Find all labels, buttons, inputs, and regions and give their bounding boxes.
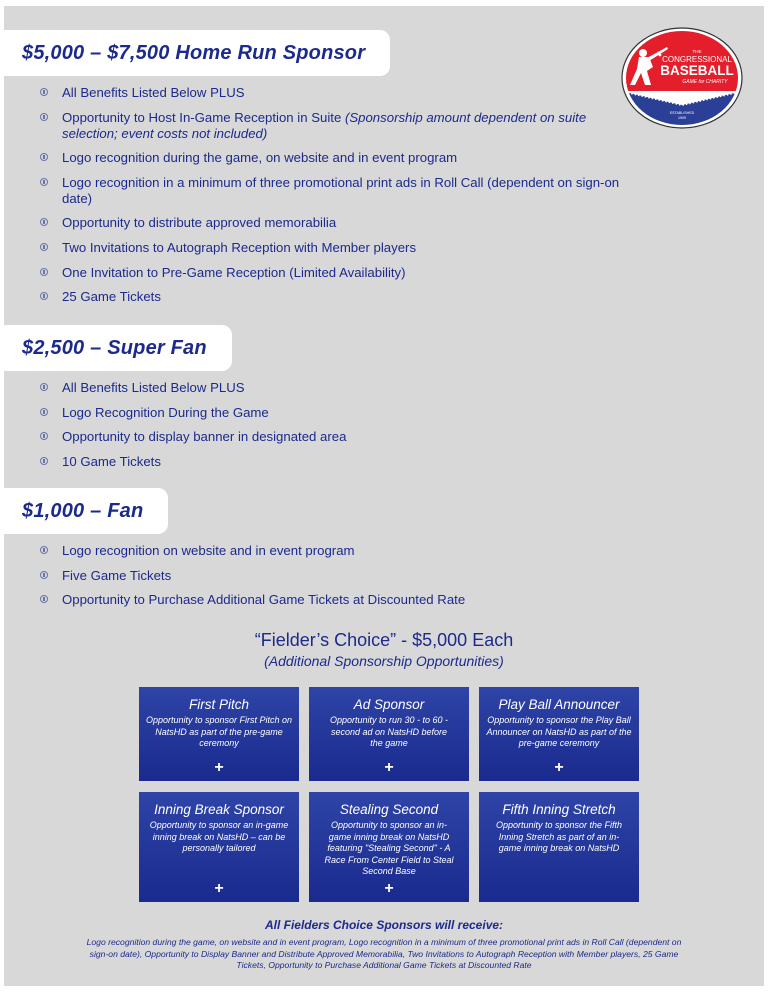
tier-header-fan (4, 488, 168, 534)
baseball-bullet-icon (40, 268, 48, 276)
benefit-item: One Invitation to Pre-Game Reception (Limited Availability) (40, 265, 630, 281)
card-title: Stealing Second (339, 802, 439, 817)
baseball-bullet-icon (40, 571, 48, 579)
sponsor-card-ad-sponsor[interactable] (309, 687, 469, 781)
card-description: Opportunity to sponsor an in-game inning break on NatsHD – can be personally tailored (149, 820, 289, 853)
logo-text-year: 1909 (678, 116, 686, 120)
tier-title: $5,000 – $7,500 Home Run Sponsor (22, 41, 366, 64)
baseball-bullet-icon (40, 546, 48, 554)
baseball-bullet-icon (40, 153, 48, 161)
benefit-item: All Benefits Listed Below PLUS (40, 380, 630, 396)
plus-icon[interactable]: + (554, 759, 564, 776)
sponsor-card-play-ball-announcer[interactable] (479, 687, 639, 781)
sponsor-card-first-pitch[interactable] (139, 687, 299, 781)
fielders-choice-subtitle: (Additional Sponsorship Opportunities) (264, 653, 504, 669)
fielders-choice-title: “Fielder’s Choice” - $5,000 Each (254, 630, 514, 650)
baseball-bullet-icon (40, 595, 48, 603)
benefit-item: Opportunity to distribute approved memorabilia (40, 215, 630, 231)
tier-benefits-fan (40, 543, 630, 617)
baseball-bullet-icon (40, 408, 48, 416)
card-description: Opportunity to sponsor an in-game inning break on NatsHD featuring "Stealing Second" - A Race From Center Field to Steal Second Base (324, 820, 454, 876)
benefit-item: 25 Game Tickets (40, 289, 630, 305)
card-title: First Pitch (188, 697, 249, 712)
logo-text-baseball: BASEBALL (660, 63, 734, 78)
benefit-item: Five Game Tickets (40, 568, 630, 584)
card-description: Opportunity to sponsor First Pitch on NatsHD as part of the pre-game ceremony (145, 715, 293, 748)
card-title: Fifth Inning Stretch (502, 802, 616, 817)
congressional-baseball-logo (621, 27, 743, 129)
benefit-item: Two Invitations to Autograph Reception with Member players (40, 240, 630, 256)
baseball-bullet-icon (40, 178, 48, 186)
tier-benefits-home-run (40, 85, 630, 314)
logo-text-congressional: CONGRESSIONAL (662, 55, 732, 64)
benefit-item: All Benefits Listed Below PLUS (40, 85, 630, 101)
tier-header-super-fan (4, 325, 232, 371)
card-title: Ad Sponsor (353, 697, 425, 712)
plus-icon[interactable]: + (384, 759, 394, 776)
baseball-bullet-icon (40, 457, 48, 465)
plus-icon[interactable]: + (214, 880, 224, 897)
fielders-choice-note-title: All Fielders Choice Sponsors will receive: (264, 918, 504, 932)
tier-title: $2,500 – Super Fan (22, 336, 207, 359)
baseball-bullet-icon (40, 243, 48, 251)
tier-header-home-run (4, 30, 390, 76)
card-description: Opportunity to sponsor the Fifth Inning Stretch as part of an in-game inning break on NatsHD (495, 820, 623, 853)
logo-text-established: ESTABLISHED (669, 111, 695, 115)
card-description: Opportunity to run 30 - to 60 - second ad on NatsHD before the game (329, 715, 449, 748)
logo-text-the: THE (692, 49, 702, 54)
baseball-bullet-icon (40, 383, 48, 391)
benefit-item: Opportunity to display banner in designated area (40, 429, 630, 445)
card-title: Inning Break Sponsor (154, 802, 284, 817)
fielders-choice-note-body: Logo recognition during the game, on website and in event program, Logo recognition in a minimum of three promotional print ads in Roll Call (dependent on sign-on date), Opportunity to Display Banner and Distribute Approved Memorabilia, Two Invitations to Autograph Reception with Member players, 25 Game Tickets, Opportunity to Purchase Additional Game Tickets at Discounted Rate (86, 937, 682, 970)
sponsor-card-inning-break[interactable] (139, 792, 299, 902)
benefit-item: Opportunity to Purchase Additional Game Tickets at Discounted Rate (40, 592, 630, 608)
baseball-bullet-icon (40, 432, 48, 440)
tier-title: $1,000 – Fan (22, 499, 144, 522)
sponsor-card-fifth-inning-stretch[interactable] (479, 792, 639, 902)
benefit-item: Logo recognition during the game, on website and in event program (40, 150, 630, 166)
baseball-bullet-icon (40, 113, 48, 121)
benefit-item: 10 Game Tickets (40, 454, 630, 470)
plus-icon[interactable]: + (214, 759, 224, 776)
benefit-item: Logo recognition on website and in event program (40, 543, 630, 559)
plus-icon[interactable]: + (384, 880, 394, 897)
tier-benefits-super-fan (40, 380, 630, 478)
benefit-item: Logo recognition in a minimum of three promotional print ads in Roll Call (dependent on sign-on date) (40, 175, 630, 207)
card-title: Play Ball Announcer (498, 697, 620, 712)
baseball-bullet-icon (40, 218, 48, 226)
logo-text-game-for-charity: GAME for CHARITY (682, 79, 728, 85)
card-description: Opportunity to sponsor the Play Ball Announcer on NatsHD as part of the pre-game ceremony (486, 715, 632, 748)
benefit-item: Logo Recognition During the Game (40, 405, 630, 421)
benefit-item: Opportunity to Host In-Game Reception in Suite (Sponsorship amount dependent on suite selection; event costs not included) (40, 110, 630, 142)
baseball-bullet-icon (40, 88, 48, 96)
sponsor-card-stealing-second[interactable] (309, 792, 469, 902)
baseball-bullet-icon (40, 292, 48, 300)
